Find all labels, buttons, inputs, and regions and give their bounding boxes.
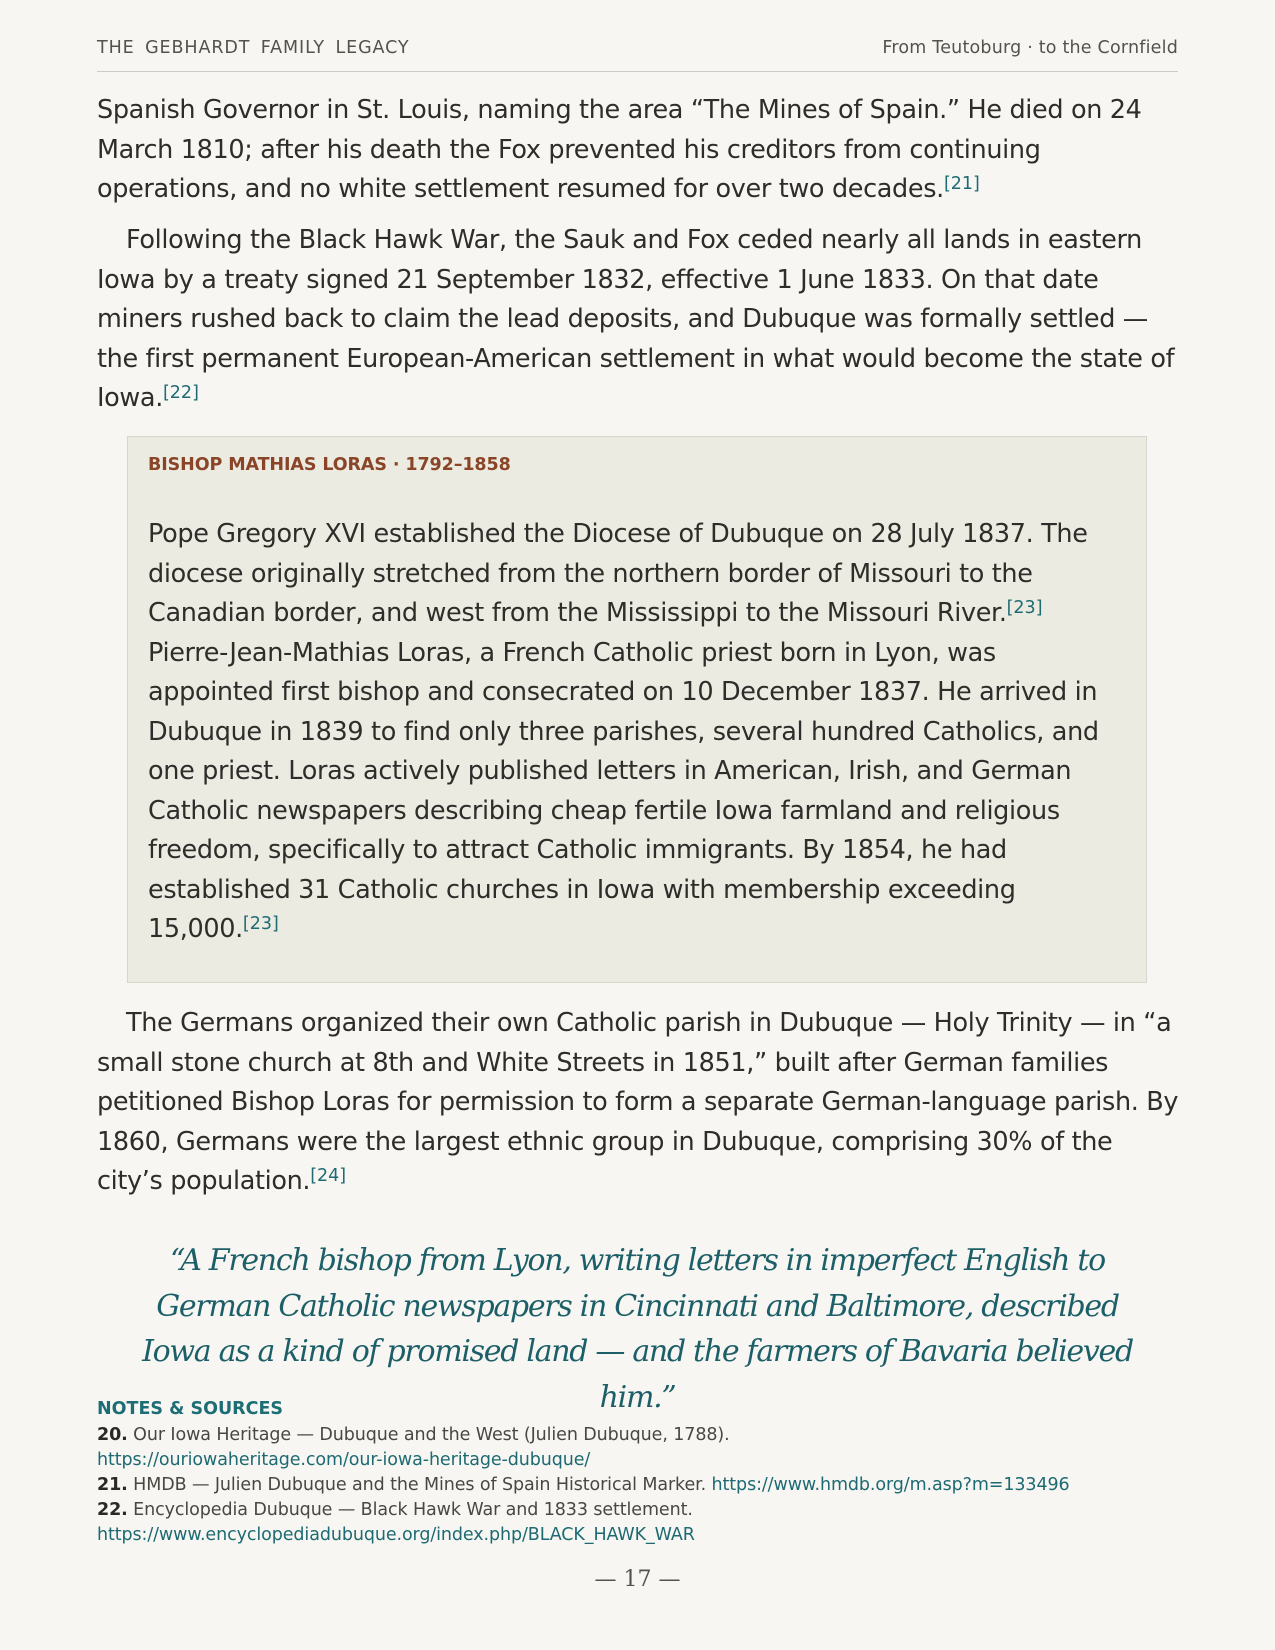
sidebar-text-part: Pope Gregory XVI established the Diocese of Dubuque on 28 July 1837. The diocese originally stretched from the northern border of Missouri to the Canadian border, and west from the Mississippi to the Missouri River.: [148, 519, 1088, 628]
footnote-ref[interactable]: [22]: [162, 383, 199, 403]
body-paragraph: [97, 91, 1179, 210]
running-header: [97, 38, 1178, 72]
note-text: Encyclopedia Dubuque — Black Hawk War and 1833 settlement.: [133, 1500, 693, 1520]
body-paragraph: [97, 221, 1179, 419]
chapter-title: From Teutoburg · to the Cornfield: [882, 38, 1178, 58]
sidebar-title: BISHOP MATHIAS LORAS · 1792–1858: [148, 455, 511, 475]
note-number: 21.: [97, 1475, 128, 1495]
note-item: [97, 1473, 1187, 1498]
page-number: — 17 —: [594, 1567, 681, 1592]
note-link[interactable]: https://www.encyclopediadubuque.org/index.php/BLACK_HAWK_WAR: [97, 1525, 695, 1545]
notes-section: [97, 1399, 1187, 1548]
sidebar-text: [148, 515, 1108, 950]
footnote-ref[interactable]: [23]: [1006, 598, 1043, 618]
note-item: [97, 1498, 1187, 1548]
note-item: [97, 1423, 1187, 1473]
note-text: HMDB — Julien Dubuque and the Mines of Spain Historical Marker.: [133, 1475, 707, 1495]
paragraph-text: Spanish Governor in St. Louis, naming the area “The Mines of Spain.” He died on 24 March 1810; after his death the Fox prevented his creditors from continuing operations, and no white settlement resumed for over two decades.: [97, 95, 1142, 204]
pull-quote: “A French bishop from Lyon, writing letters in imperfect English to German Catholic newspapers in Cincinnati and Baltimore, described Iowa as a kind of promised land — and the farmers of Bavaria believed him.”: [142, 1243, 1133, 1415]
paragraph-text: Following the Black Hawk War, the Sauk and Fox ceded nearly all lands in eastern Iowa by a treaty signed 21 September 1832, effective 1 June 1833. On that date miners rushed back to claim the lead deposits, and Dubuque was formally settled — the first permanent European-American settlement in what would become the state of Iowa.: [97, 225, 1175, 413]
paragraph-text: The Germans organized their own Catholic parish in Dubuque — Holy Trinity — in “a small stone church at 8th and White Streets in 1851,” built after German families petitioned Bishop Loras for permission to form a separate German-language parish. By 1860, Germans were the largest ethnic group in Dubuque, comprising 30% of the city’s population.: [97, 1008, 1179, 1196]
notes-heading: NOTES & SOURCES: [97, 1399, 284, 1419]
footnote-ref[interactable]: [24]: [310, 1166, 347, 1186]
note-link[interactable]: https://ouriowaheritage.com/our-iowa-heritage-dubuque/: [97, 1450, 591, 1470]
note-text: Our Iowa Heritage — Dubuque and the West (Julien Dubuque, 1788).: [133, 1425, 730, 1445]
body-paragraph: [97, 1004, 1179, 1202]
footnote-ref[interactable]: [21]: [943, 174, 980, 194]
sidebar-text-part: Pierre-Jean-Mathias Loras, a French Catholic priest born in Lyon, was appointed first bishop and consecrated on 10 December 1837. He arrived in Dubuque in 1839 to find only three parishes, several hundred Catholics, and one priest. Loras actively published letters in American, Irish, and German Catholic newspapers describing cheap fertile Iowa farmland and religious freedom, specifically to attract Catholic immigrants. By 1854, he had established 31 Catholic churches in Iowa with membership exceeding 15,000.: [148, 637, 1099, 944]
footnote-ref[interactable]: [23]: [242, 914, 279, 934]
note-number: 20.: [97, 1425, 128, 1445]
note-link[interactable]: https://www.hmdb.org/m.asp?m=133496: [711, 1475, 1070, 1495]
book-title: THE GEBHARDT FAMILY LEGACY: [97, 38, 410, 58]
note-number: 22.: [97, 1500, 128, 1520]
sidebar-box: [127, 436, 1147, 983]
